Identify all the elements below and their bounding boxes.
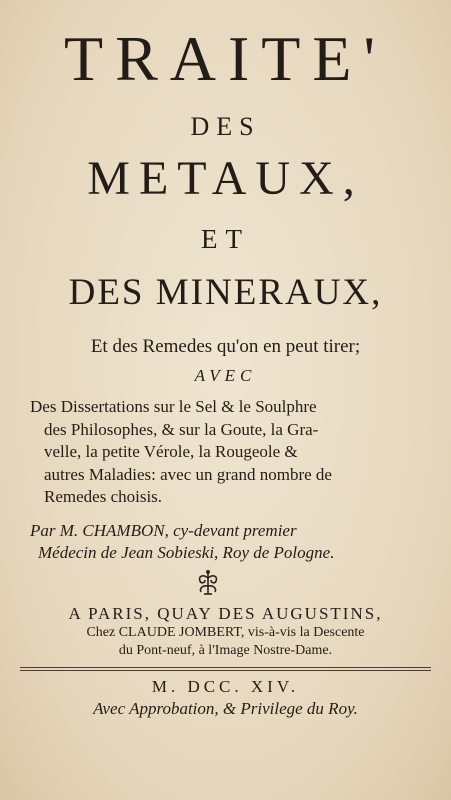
subtitle: Et des Remedes qu'on en peut tirer; [90,336,361,357]
title-traite: TRAITE' [63,23,388,94]
imprint-city: A PARIS, QUAY DES AUGUSTINS, [68,604,383,623]
title-des: DES [190,112,261,141]
title-metaux: METAUX, [87,152,364,205]
description-line: Des Dissertations sur le Sel & le Soulphre [30,397,317,416]
divider [20,667,431,668]
publication-date: M. DCC. XIV. [151,677,300,696]
divider [20,670,431,671]
title-mineraux: DES MINERAUX, [68,272,383,313]
imprint-address: du Pont-neuf, à l'Image Nostre-Dame. [118,643,333,658]
description-line: velle, la petite Vérole, la Rougeole & [44,442,298,461]
description-line: autres Maladies: avec un grand nombre de [44,464,332,484]
imprint-publisher: Chez CLAUDE JOMBERT, vis-à-vis la Descente [86,625,365,640]
approbation-line: Avec Approbation, & Privilege du Roy. [93,699,358,718]
author-line-1: Par M. CHAMBON, cy-devant premier [30,521,297,540]
avec-label: AVEC [194,366,257,385]
description-line: Remedes choisis. [44,487,163,506]
author-line-2: Médecin de Jean Sobieski, Roy de Pologne. [38,543,335,562]
title-et: ET [201,224,250,254]
description [30,396,426,509]
description-line: des Philosophes, & sur la Goute, la Gra- [44,419,319,439]
fleuron-ornament-icon [193,568,223,598]
